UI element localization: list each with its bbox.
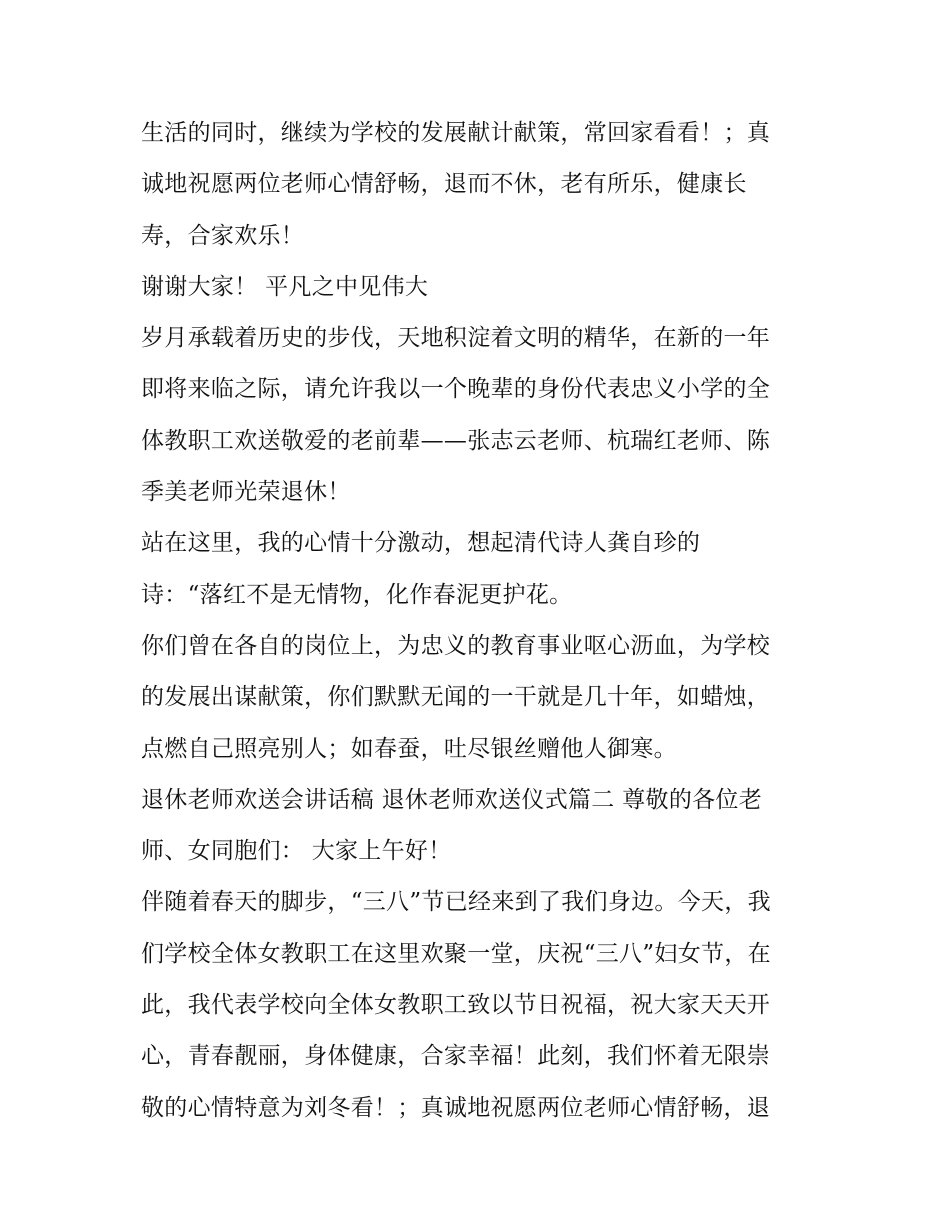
text-line: 体教职工欢送敬爱的老前辈——张志云老师、杭瑞红老师、陈 bbox=[141, 427, 771, 454]
text-line: 心，青春靓丽，身体健康，合家幸福！此刻，我们怀着无限崇 bbox=[141, 1043, 771, 1070]
text-line: 你们曾在各自的岗位上，为忠义的教育事业呕心沥血，为学校 bbox=[141, 632, 771, 659]
text-line: 诚地祝愿两位老师心情舒畅，退而不休，老有所乐，健康长 bbox=[141, 171, 747, 198]
text-line: 生活的同时，继续为学校的发展献计献策，常回家看看！；真 bbox=[141, 120, 771, 146]
text-line: 此，我代表学校向全体女教职工致以节日祝福，祝大家天天开 bbox=[141, 992, 771, 1019]
text-line: 们学校全体女教职工在这里欢聚一堂，庆祝“三八”妇女节，在 bbox=[141, 940, 771, 967]
text-line: 寿，合家欢乐！ bbox=[141, 222, 305, 249]
text-line: 站在这里，我的心情十分激动，想起清代诗人龚自珍的 bbox=[141, 530, 701, 557]
text-line: 敬的心情特意为刘冬看！；真诚地祝愿两位老师心情舒畅，退 bbox=[141, 1094, 771, 1121]
text-line: 谢谢大家！ 平凡之中见伟大 bbox=[141, 273, 429, 300]
text-line: 的发展出谋献策，你们默默无闻的一干就是几十年，如蜡烛， bbox=[141, 684, 771, 711]
text-line: 伴随着春天的脚步，“三八”节已经来到了我们身边。今天，我 bbox=[141, 889, 771, 916]
document-body bbox=[141, 108, 821, 1134]
text-line: 季美老师光荣退休！ bbox=[141, 479, 351, 506]
text-line: 点燃自己照亮别人；如春蚕，吐尽银丝赠他人御寒。 bbox=[141, 735, 677, 762]
text-line: 岁月承载着历史的步伐，天地积淀着文明的精华，在新的一年 bbox=[141, 325, 771, 352]
text-line: 退休老师欢送会讲话稿 退休老师欢送仪式篇二 尊敬的各位老 bbox=[141, 786, 763, 813]
text-line: 即将来临之际，请允许我以一个晚辈的身份代表忠义小学的全 bbox=[141, 376, 771, 403]
text-line: 诗：“落红不是无情物，化作春泥更护花。 bbox=[141, 581, 573, 608]
text-line: 师、女同胞们： 大家上午好！ bbox=[141, 838, 452, 865]
